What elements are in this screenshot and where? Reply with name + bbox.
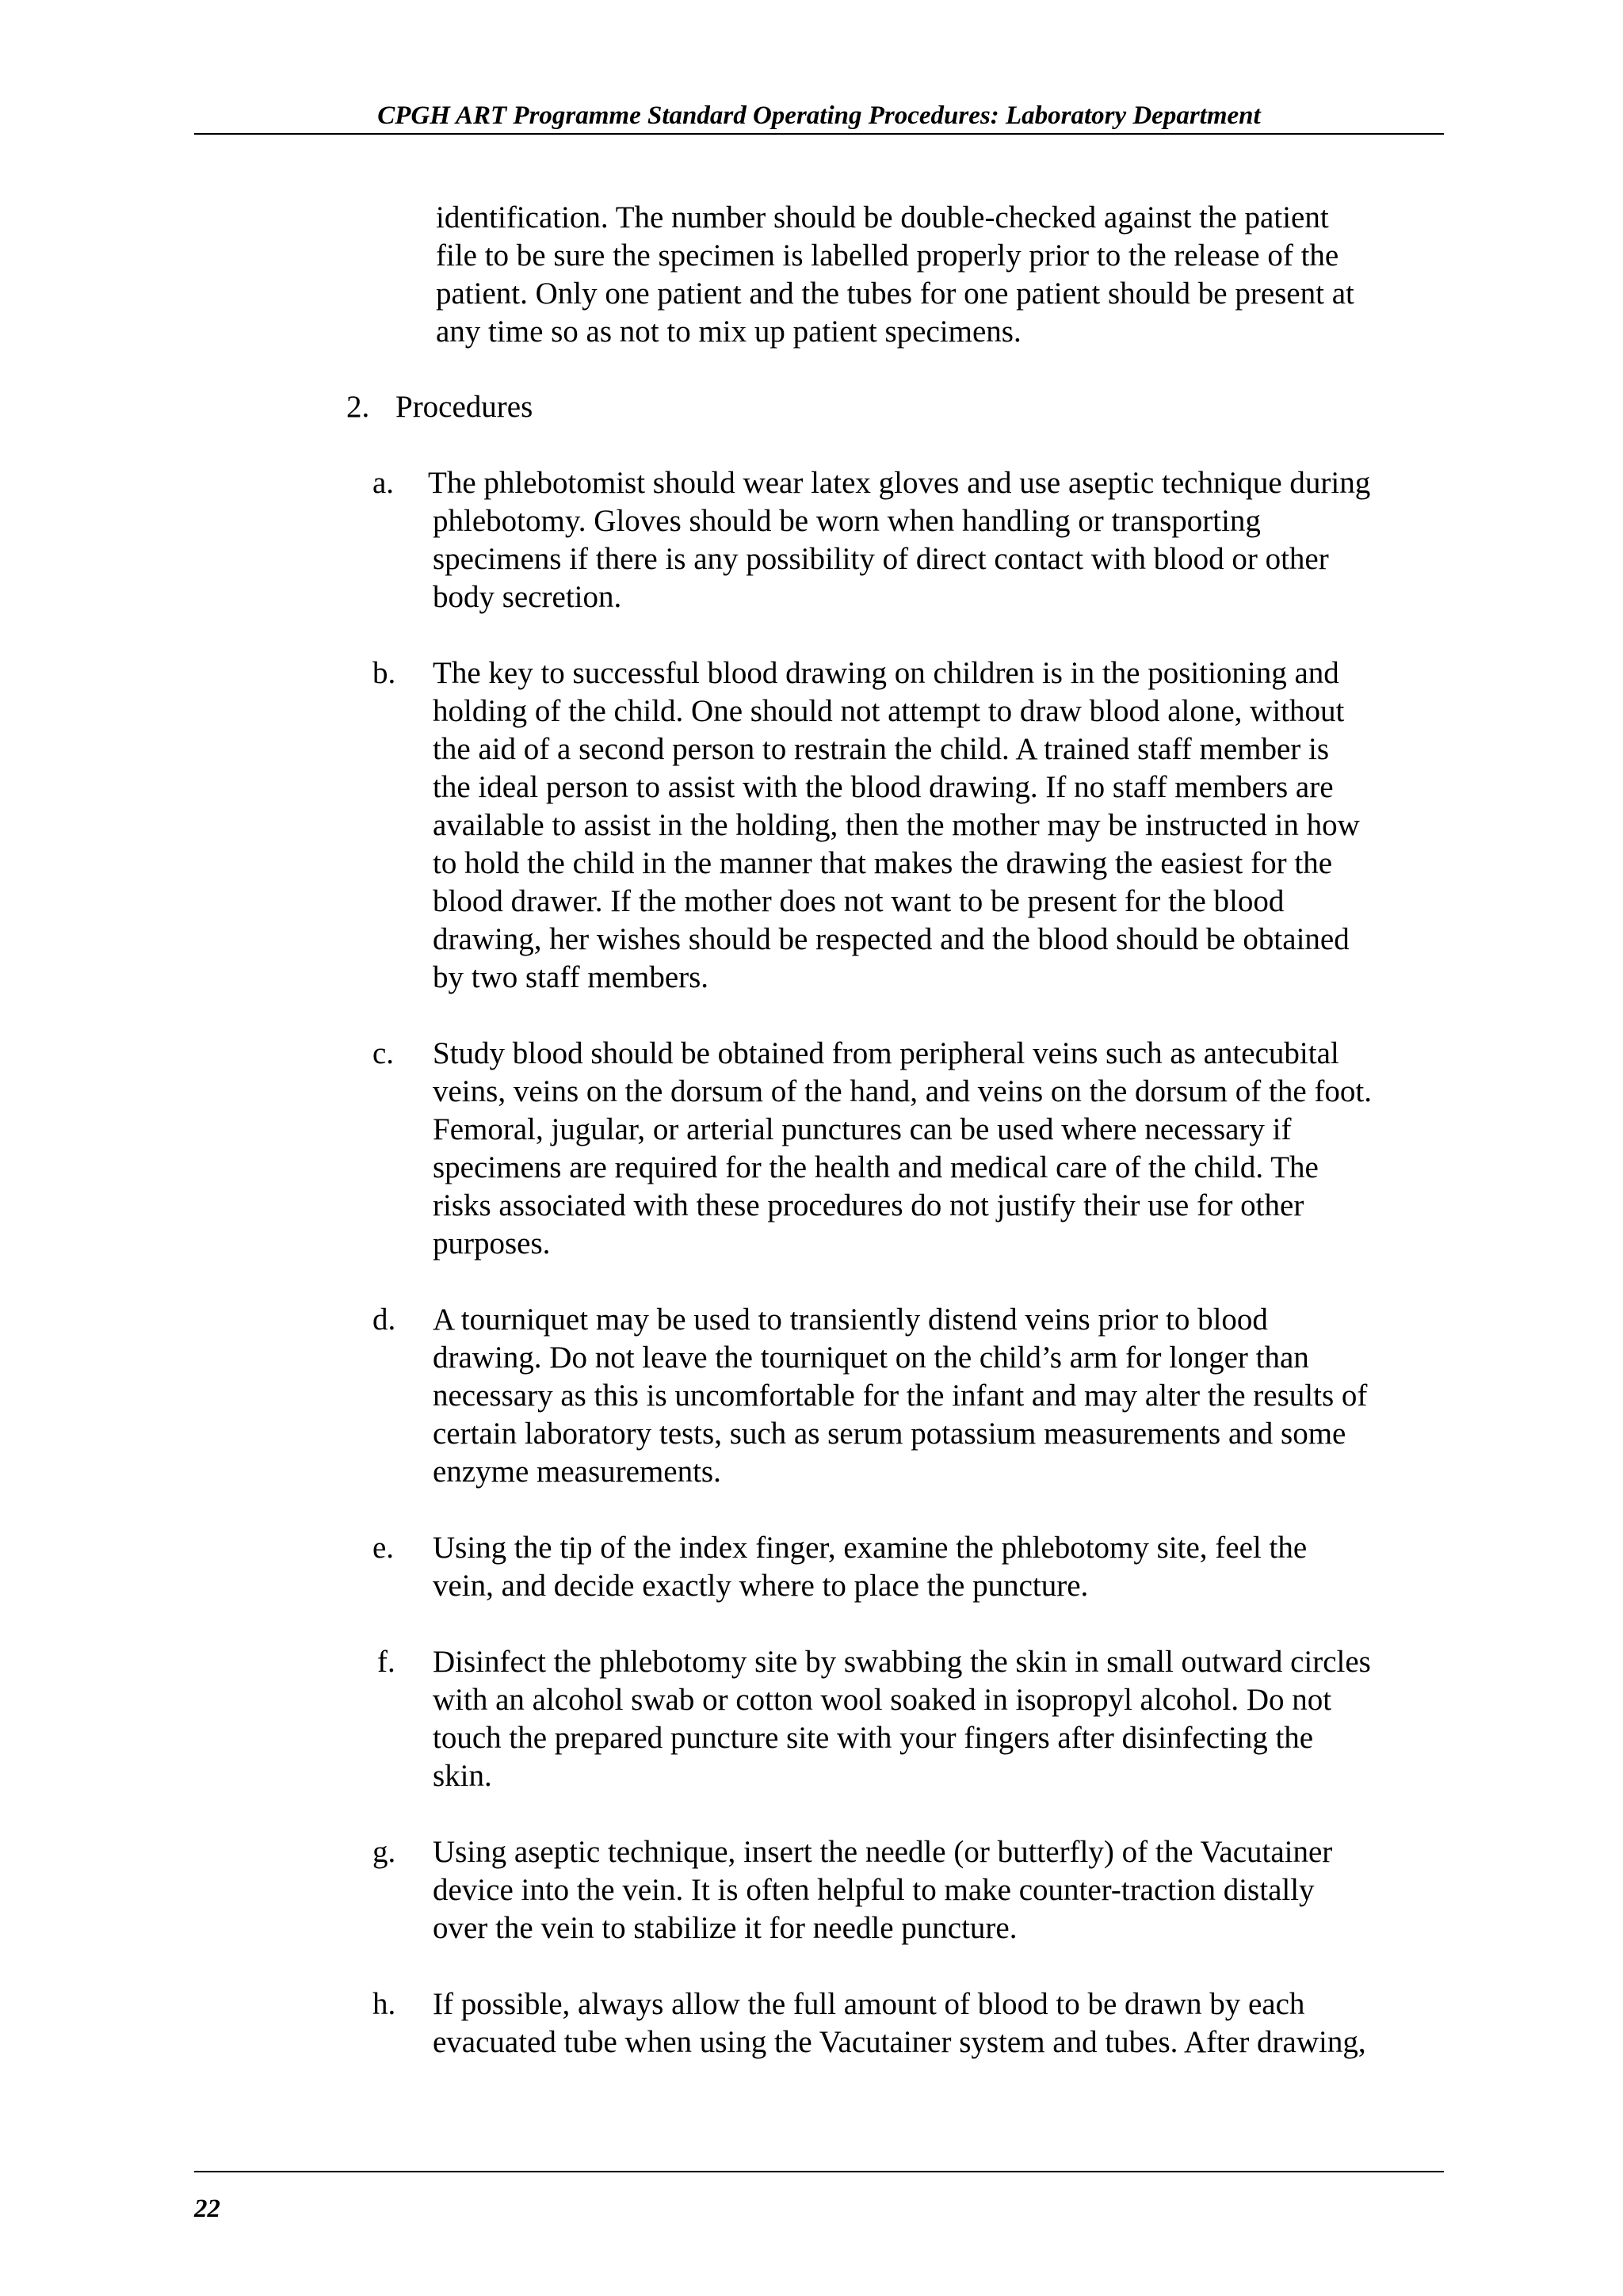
text-line: necessary as this is uncomfortable for the infant and may alter the results of [433, 1379, 1368, 1413]
list-marker: h. [372, 1987, 396, 2021]
text-line: body secretion. [433, 580, 622, 614]
text-line: If possible, always allow the full amount of blood to be drawn by each [433, 1987, 1305, 2021]
text-line: Using the tip of the index finger, examine the phlebotomy site, feel the [433, 1531, 1308, 1565]
text-line: The key to successful blood drawing on children is in the positioning and [433, 656, 1339, 690]
text-line: the aid of a second person to restrain the child. A trained staff member is [433, 732, 1330, 766]
text-line: identification. The number should be double-checked against the patient [436, 200, 1329, 235]
list-marker: g. [372, 1835, 396, 1869]
list-item-text [433, 1985, 1366, 2061]
list-item-text [433, 654, 1360, 997]
text-line: Using aseptic technique, insert the needle (or butterfly) of the Vacutainer [433, 1835, 1333, 1869]
header-rule [194, 133, 1444, 135]
text-line: touch the prepared puncture site with your fingers after disinfecting the [433, 1721, 1314, 1755]
list-item-text [428, 464, 1370, 616]
text-line: specimens if there is any possibility of direct contact with blood or other [433, 542, 1329, 576]
list-marker: e. [372, 1531, 395, 1565]
list-marker: a. [372, 466, 395, 500]
text-line: the ideal person to assist with the blood drawing. If no staff members are [433, 770, 1334, 804]
text-line: over the vein to stabilize it for needle puncture. [433, 1911, 1018, 1945]
list-marker: f. [377, 1645, 395, 1679]
footer-rule [194, 2171, 1444, 2172]
list-marker: c. [372, 1036, 395, 1070]
list-item-text [433, 1529, 1307, 1605]
text-line: drawing, her wishes should be respected and the blood should be obtained [433, 922, 1350, 956]
text-line: by two staff members. [433, 960, 709, 994]
text-line: The phlebotomist should wear latex gloves and use aseptic technique during [428, 466, 1371, 500]
text-line: available to assist in the holding, then the mother may be instructed in how [433, 808, 1360, 842]
list-marker: d. [372, 1302, 396, 1337]
text-line: device into the vein. It is often helpful to make counter-traction distally [433, 1873, 1315, 1907]
text-line: purposes. [433, 1226, 551, 1261]
text-line: patient. Only one patient and the tubes for one patient should be present at [436, 277, 1354, 311]
text-line: specimens are required for the health and medical care of the child. The [433, 1150, 1319, 1184]
text-line: blood drawer. If the mother does not want to be present for the blood [433, 884, 1285, 918]
section-title: Procedures [395, 390, 533, 424]
text-line: evacuated tube when using the Vacutainer system and tubes. After drawing, [433, 2025, 1366, 2059]
list-marker: b. [372, 656, 396, 690]
list-item-text [433, 1833, 1332, 1947]
section-number: 2. [346, 390, 370, 424]
running-header: CPGH ART Programme Standard Operating Procedures: Laboratory Department [377, 101, 1261, 130]
text-line: skin. [433, 1759, 492, 1793]
text-line: Disinfect the phlebotomy site by swabbing the skin in small outward circles [433, 1645, 1371, 1679]
text-line: Femoral, jugular, or arterial punctures can be used where necessary if [433, 1112, 1292, 1146]
text-line: with an alcohol swab or cotton wool soaked in isopropyl alcohol. Do not [433, 1683, 1332, 1717]
text-line: vein, and decide exactly where to place the puncture. [433, 1569, 1089, 1603]
list-item-text [433, 1035, 1372, 1263]
list-item-text [433, 1301, 1367, 1491]
text-line: to hold the child in the manner that makes the drawing the easiest for the [433, 846, 1332, 880]
text-line: A tourniquet may be used to transiently distend veins prior to blood [433, 1302, 1268, 1337]
text-line: phlebotomy. Gloves should be worn when handling or transporting [433, 504, 1261, 538]
text-line: certain laboratory tests, such as serum potassium measurements and some [433, 1417, 1346, 1451]
continuation-paragraph [436, 199, 1354, 351]
text-line: drawing. Do not leave the tourniquet on the child’s arm for longer than [433, 1341, 1309, 1375]
text-line: file to be sure the specimen is labelled properly prior to the release of the [436, 238, 1339, 273]
text-line: any time so as not to mix up patient specimens. [436, 315, 1022, 349]
text-line: veins, veins on the dorsum of the hand, and veins on the dorsum of the foot. [433, 1074, 1372, 1108]
text-line: holding of the child. One should not attempt to draw blood alone, without [433, 694, 1345, 728]
page-number: 22 [194, 2195, 220, 2223]
section-heading [346, 388, 533, 426]
list-item-text [433, 1643, 1371, 1795]
text-line: risks associated with these procedures do not justify their use for other [433, 1188, 1304, 1222]
text-line: Study blood should be obtained from peripheral veins such as antecubital [433, 1036, 1339, 1070]
text-line: enzyme measurements. [433, 1455, 721, 1489]
